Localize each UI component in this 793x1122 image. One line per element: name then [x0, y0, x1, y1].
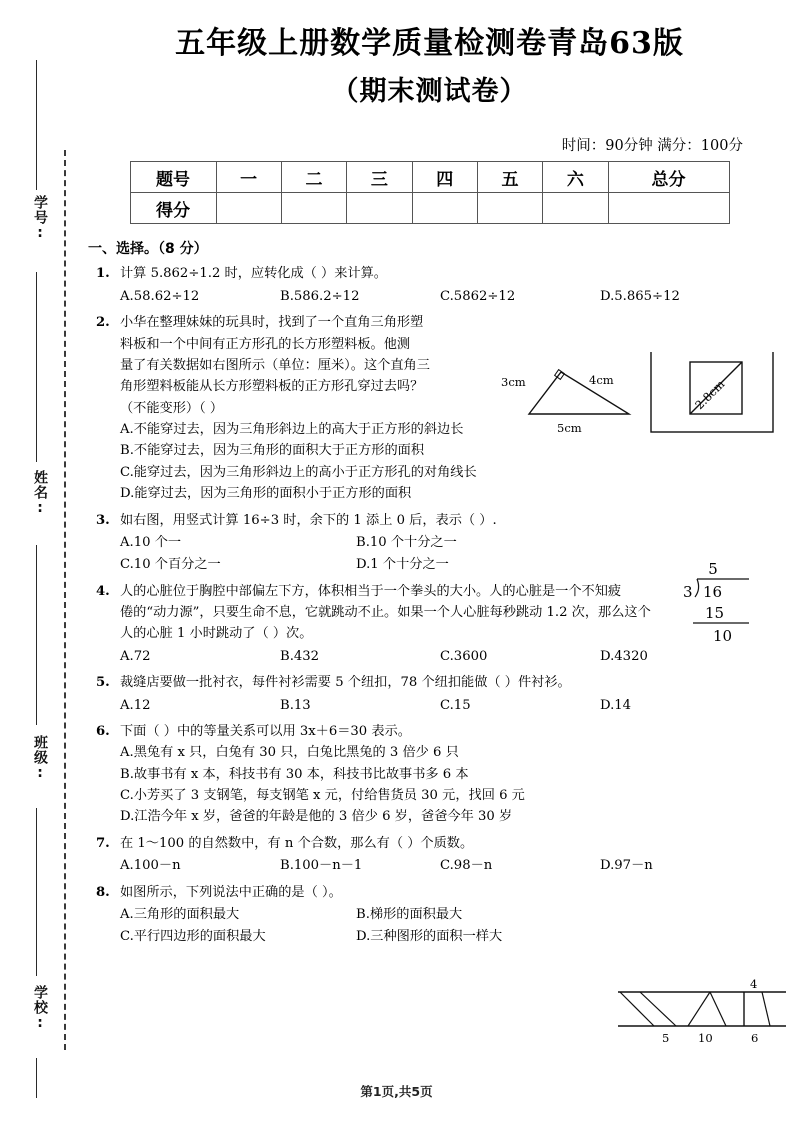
question-2-stem-line-4: 角形塑料板能从长方形塑料板的正方形孔穿过去吗？: [120, 379, 424, 395]
square-hole-diagonal-label: 2.8cm: [692, 377, 728, 413]
question-6-options: [120, 742, 771, 828]
division-dividend: 16: [703, 583, 723, 601]
score-cell-1[interactable]: [216, 193, 281, 224]
question-3-option-b[interactable]: B.10 个十分之一: [356, 534, 457, 550]
question-8-option-b[interactable]: B.梯形的面积最大: [356, 906, 463, 922]
figure8-top-label: 4: [750, 978, 758, 991]
score-table: [130, 161, 730, 224]
right-triangle-shape: [529, 372, 629, 414]
score-table-col-1: 一: [216, 162, 281, 193]
question-5-option-c[interactable]: C.15: [440, 697, 471, 713]
question-6: [88, 721, 771, 828]
question-2-stem-line-3: 量了有关数据如右图所示（单位：厘米）。这个直角三: [120, 357, 430, 373]
field-label-student-number: 学号:: [32, 195, 48, 242]
question-2-stem-line-2: 料板和一个中间有正方形孔的长方形塑料板。他测: [120, 336, 411, 352]
question-2-stem-line-5: （不能变形）（ ）: [120, 400, 224, 416]
question-7-option-d[interactable]: D.97－n: [600, 858, 653, 874]
question-2-figure: [501, 352, 791, 452]
score-table-col-3: 三: [347, 162, 412, 193]
question-7-option-c[interactable]: C.98－n: [440, 858, 493, 874]
question-2-stem: [120, 312, 550, 419]
question-5-option-d[interactable]: D.14: [600, 697, 632, 713]
question-6-stem: 下面（ ）中的等量关系可以用 3x＋6＝30 表示。: [120, 723, 411, 739]
question-3-options-row-1: [120, 532, 771, 553]
question-3-option-c[interactable]: C.10 个百分之一: [120, 557, 221, 573]
question-7-option-a[interactable]: A.100－n: [120, 858, 181, 874]
question-6-option-c[interactable]: C.小芳买了 3 支钢笔，每支钢笔 x 元，付给售货员 30 元，找回 6 元: [120, 788, 525, 804]
table-row: [130, 162, 729, 193]
question-8-option-a[interactable]: A.三角形的面积最大: [120, 906, 240, 922]
figure8-bottom-label-3: 6: [751, 1031, 759, 1045]
trapezoid-side-right: [762, 992, 770, 1026]
question-2-option-c[interactable]: C.能穿过去，因为三角形斜边上的高小于正方形孔的对角线长: [120, 464, 477, 480]
exam-meta-line: 时间：90分钟 满分：100分: [561, 138, 743, 155]
score-cell-3[interactable]: [347, 193, 412, 224]
question-8-figure: [614, 978, 789, 1046]
question-1-stem: 计算 5.862÷1.2 时，应转化成（ ）来计算。: [120, 266, 387, 282]
field-label-school: 学校:: [32, 985, 48, 1032]
score-cell-5[interactable]: [477, 193, 542, 224]
question-6-option-b[interactable]: B.故事书有 x 本，科技书有 30 本，科技书比故事书多 6 本: [120, 766, 469, 782]
table-row: [130, 193, 729, 224]
page-title: 五年级上册数学质量检测卷青岛63版: [175, 26, 684, 61]
question-8-number: 8.: [96, 884, 110, 900]
question-8-stem: 如图所示，下列说法中正确的是（ ）。: [120, 884, 342, 900]
score-table-row-label-number: 题号: [130, 162, 216, 193]
question-5-option-a[interactable]: A.12: [120, 697, 151, 713]
page-footer: 第1页,共5页: [360, 1084, 433, 1099]
score-cell-total[interactable]: [608, 193, 729, 224]
question-3-number: 3.: [96, 512, 110, 528]
margin-rule-3: [36, 545, 37, 725]
question-1: [88, 263, 771, 307]
division-product: 15: [705, 604, 725, 622]
division-divisor: 3: [683, 583, 693, 601]
question-8-options-row-1: [120, 904, 590, 925]
score-table-col-4: 四: [412, 162, 477, 193]
question-7-stem: 在 1～100 的自然数中，有 n 个合数，那么有（ ）个质数。: [120, 835, 474, 851]
score-table-col-5: 五: [477, 162, 542, 193]
question-4-options: [120, 646, 771, 667]
triangle-label-base: 5cm: [557, 421, 582, 435]
score-table-row-label-score: 得分: [130, 193, 216, 224]
question-4-stem-line-3: 人的心脏 1 小时跳动了（ ）次。: [120, 626, 313, 642]
question-8-option-d[interactable]: D.三种图形的面积一样大: [356, 929, 503, 945]
question-6-option-a[interactable]: A.黑兔有 x 只，白兔有 30 只，白兔比黑兔的 3 倍少 6 只: [120, 745, 459, 761]
triangle-side-left: [688, 992, 710, 1026]
question-5-number: 5.: [96, 675, 110, 691]
question-2-number: 2.: [96, 315, 110, 331]
question-2-option-a[interactable]: A.不能穿过去，因为三角形斜边上的高大于正方形的斜边长: [120, 422, 464, 438]
question-6-number: 6.: [96, 723, 110, 739]
triangle-side-right: [710, 992, 726, 1026]
question-4-option-a[interactable]: A.72: [120, 648, 151, 664]
parallelogram-side-left: [620, 992, 654, 1026]
question-7-options: [120, 855, 771, 876]
question-8-option-c[interactable]: C.平行四边形的面积最大: [120, 929, 266, 945]
question-7-option-b[interactable]: B.100－n－1: [280, 858, 363, 874]
question-5-stem: 裁缝店要做一批衬衣，每件衬衫需要 5 个纽扣，78 个纽扣能做（ ）件衬衫。: [120, 675, 571, 691]
question-2-option-b[interactable]: B.不能穿过去，因为三角形的面积大于正方形的面积: [120, 443, 425, 459]
question-1-option-b[interactable]: B.586.2÷12: [280, 288, 360, 304]
margin-rule-4: [36, 808, 37, 976]
question-1-options: [120, 286, 771, 307]
question-5: [88, 672, 771, 716]
fold-dashed-line: [64, 150, 66, 1050]
division-remainder: 10: [713, 627, 733, 645]
left-margin-strip: [0, 0, 78, 1122]
question-8-options-row-2: [120, 926, 590, 947]
question-4-option-b[interactable]: B.432: [280, 648, 320, 664]
question-1-option-c[interactable]: C.5862÷12: [440, 288, 516, 304]
question-3-option-a[interactable]: A.10 个一: [120, 534, 182, 550]
question-3-stem: 如右图，用竖式计算 16÷3 时，余下的 1 添上 0 后，表示（ ）.: [120, 512, 497, 528]
question-4-stem-line-1: 人的心脏位于胸腔中部偏左下方，体积相当于一个拳头的大小。人的心脏是一个不知疲: [120, 583, 622, 599]
question-7-number: 7.: [96, 835, 110, 851]
triangle-label-right: 4cm: [589, 373, 614, 387]
score-table-col-2: 二: [281, 162, 346, 193]
question-2-option-d[interactable]: D.能穿过去，因为三角形的面积小于正方形的面积: [120, 486, 412, 502]
field-label-name: 姓名:: [32, 470, 48, 517]
exam-page: [78, 0, 793, 1122]
score-table-col-total: 总分: [608, 162, 729, 193]
score-cell-2[interactable]: [281, 193, 346, 224]
figure8-bottom-label-1: 5: [662, 1031, 670, 1045]
section-heading-choice: 一、选择。（8 分）: [88, 241, 208, 258]
question-4-number: 4.: [96, 583, 110, 599]
margin-rule-2: [36, 272, 37, 462]
parallelogram-side-right: [640, 992, 676, 1026]
division-quotient: 5: [708, 560, 718, 578]
question-5-option-b[interactable]: B.13: [280, 697, 311, 713]
question-4-option-c[interactable]: C.3600: [440, 648, 488, 664]
score-cell-6[interactable]: [543, 193, 608, 224]
page-subtitle: （期末测试卷）: [331, 76, 528, 108]
question-5-options: [120, 695, 771, 716]
question-2-stem-line-1: 小华在整理妹妹的玩具时，找到了一个直角三角形塑: [120, 315, 424, 331]
field-label-class: 班级:: [32, 735, 48, 782]
question-1-option-d[interactable]: D.5.865÷12: [600, 288, 680, 304]
score-table-col-6: 六: [543, 162, 608, 193]
question-6-option-d[interactable]: D.江浩今年 x 岁，爸爸的年龄是他的 3 倍少 6 岁，爸爸今年 30 岁: [120, 809, 513, 825]
question-3-option-d[interactable]: D.1 个十分之一: [356, 557, 449, 573]
figure8-bottom-label-2: 10: [698, 1031, 713, 1045]
question-4-stem-line-2: 倦的“动力源”，只要生命不息，它就跳动不止。如果一个人心脏每秒跳动 1.2 次，那么这个: [120, 605, 651, 621]
question-4-option-d[interactable]: D.4320: [600, 648, 648, 664]
division-bracket-icon: [695, 579, 699, 597]
question-3-long-division-figure: [661, 558, 773, 648]
margin-rule-1: [36, 60, 37, 190]
question-1-option-a[interactable]: A.58.62÷12: [120, 288, 200, 304]
question-8: [88, 882, 771, 948]
score-cell-4[interactable]: [412, 193, 477, 224]
question-1-number: 1.: [96, 266, 110, 282]
question-7: [88, 833, 771, 877]
triangle-label-left: 3cm: [501, 375, 526, 389]
